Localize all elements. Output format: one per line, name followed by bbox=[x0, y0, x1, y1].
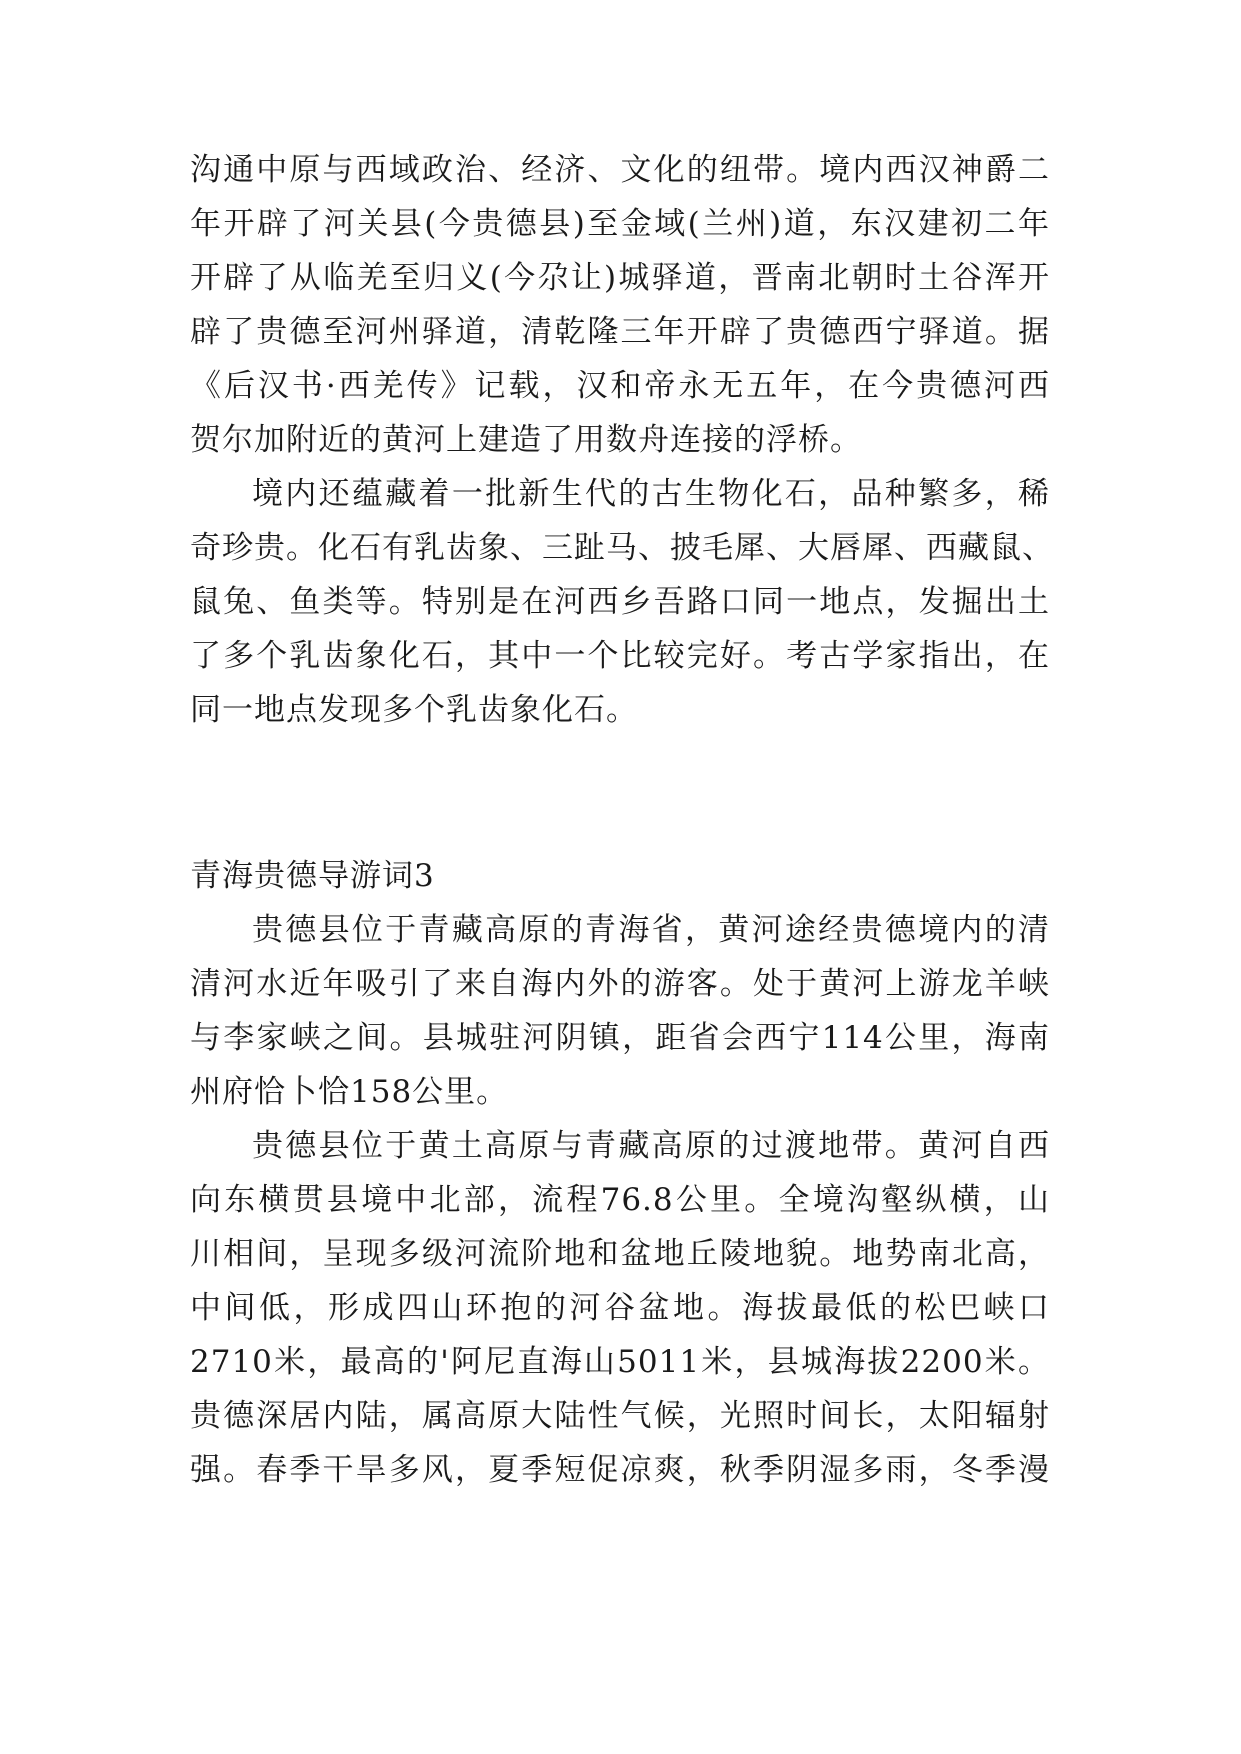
text-line: 辟了贵德至河州驿道，清乾隆三年开辟了贵德西宁驿道。据 bbox=[190, 314, 1050, 350]
text-line: 清河水近年吸引了来自海内外的游客。处于黄河上游龙羊峡 bbox=[190, 966, 1050, 1002]
text-line: 2710米，最高的'阿尼直海山5011米，县城海拔2200米。 bbox=[190, 1344, 1050, 1380]
text-line: 强。春季干旱多风，夏季短促凉爽，秋季阴湿多雨，冬季漫 bbox=[190, 1452, 1050, 1488]
text-line: 与李家峡之间。县城驻河阴镇，距省会西宁114公里，海南 bbox=[190, 1020, 1050, 1056]
text-line: 川相间，呈现多级河流阶地和盆地丘陵地貌。地势南北高， bbox=[190, 1236, 1050, 1272]
text-line: 向东横贯县境中北部，流程76.8公里。全境沟壑纵横，山 bbox=[190, 1182, 1050, 1218]
text-line: 贵德深居内陆，属高原大陆性气候，光照时间长，太阳辐射 bbox=[190, 1398, 1050, 1434]
text-line: 年开辟了河关县(今贵德县)至金域(兰州)道，东汉建初二年 bbox=[190, 206, 1050, 242]
text-line: 沟通中原与西域政治、经济、文化的纽带。境内西汉神爵二 bbox=[190, 152, 1050, 188]
text-line: 《后汉书·西羌传》记载，汉和帝永无五年，在今贵德河西 bbox=[190, 368, 1050, 404]
text-line: 贵德县位于青藏高原的青海省，黄河途经贵德境内的清 bbox=[252, 912, 1050, 948]
text-line: 中间低，形成四山环抱的河谷盆地。海拔最低的松巴峡口 bbox=[190, 1290, 1050, 1326]
text-line: 贺尔加附近的黄河上建造了用数舟连接的浮桥。 bbox=[190, 422, 862, 458]
text-line: 鼠兔、鱼类等。特别是在河西乡吾路口同一地点，发掘出土 bbox=[190, 584, 1050, 620]
text-line: 州府恰卜恰158公里。 bbox=[190, 1074, 509, 1110]
text-line: 贵德县位于黄土高原与青藏高原的过渡地带。黄河自西 bbox=[252, 1128, 1050, 1164]
text-line: 开辟了从临羌至归义(今尕让)城驿道，晋南北朝时土谷浑开 bbox=[190, 260, 1050, 296]
text-line: 同一地点发现多个乳齿象化石。 bbox=[190, 692, 638, 728]
section-title: 青海贵德导游词3 bbox=[190, 858, 435, 894]
text-line: 了多个乳齿象化石，其中一个比较完好。考古学家指出，在 bbox=[190, 638, 1050, 674]
text-line: 奇珍贵。化石有乳齿象、三趾马、披毛犀、大唇犀、西藏鼠、 bbox=[190, 530, 1054, 566]
text-line: 境内还蕴藏着一批新生代的古生物化石，品种繁多，稀 bbox=[252, 476, 1050, 512]
